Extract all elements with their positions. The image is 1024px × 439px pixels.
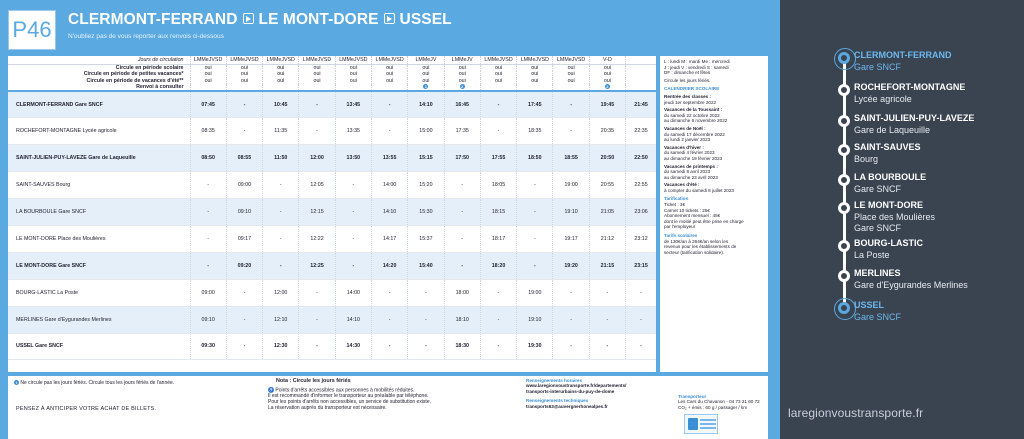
departure-time: - — [626, 306, 656, 333]
ref-icon[interactable]: 2 — [461, 84, 464, 89]
scolaire-title: Tarifs scolaires — [664, 233, 698, 239]
scolaire-line: revenus pour les établissements de — [664, 244, 737, 250]
departure-time: 13:35 — [335, 118, 371, 145]
departure-time: - — [589, 333, 625, 360]
departure-time: - — [190, 172, 226, 199]
stop-name: ROCHEFORT-MONTAGNE Lycée agricole — [8, 118, 190, 145]
period-value: oui — [408, 78, 444, 85]
route-title — [68, 11, 452, 29]
stop-dot-icon — [838, 84, 850, 96]
departure-time: - — [263, 225, 299, 252]
arrow-right-icon — [384, 13, 395, 24]
period-value: oui — [299, 64, 335, 71]
period-value: oui — [263, 71, 299, 78]
stop-dot-icon — [838, 52, 850, 64]
stop-name: CLERMONT-FERRAND Gare SNCF — [8, 91, 190, 118]
info-icon: i — [15, 380, 18, 385]
departure-time: 23:12 — [626, 225, 656, 252]
departure-time: 21:15 — [589, 252, 625, 279]
departure-time: 12:05 — [299, 172, 335, 199]
departure-time: 21:45 — [626, 91, 656, 118]
departure-time: - — [553, 118, 589, 145]
table-row — [8, 252, 656, 279]
departure-time: - — [226, 91, 262, 118]
departure-time: 14:10 — [371, 199, 407, 226]
departure-time: - — [299, 279, 335, 306]
line-stop-place: Place des Moulières — [854, 212, 936, 222]
period-value: oui — [589, 64, 625, 71]
period-value: oui — [553, 71, 589, 78]
departure-time: 22:55 — [626, 172, 656, 199]
route-destination: USSEL — [399, 11, 452, 28]
departure-time: 09:10 — [226, 199, 262, 226]
departure-time: 22:35 — [626, 118, 656, 145]
departure-time: 12:10 — [263, 306, 299, 333]
period-value: oui — [299, 78, 335, 85]
departure-time: 13:50 — [335, 145, 371, 172]
day-code: V-D — [589, 56, 625, 64]
day-code: LMMeJVSD — [263, 56, 299, 64]
period-value: oui — [589, 78, 625, 85]
departure-time: 23:15 — [626, 252, 656, 279]
header — [0, 0, 768, 56]
table-row — [8, 279, 656, 306]
period-value: oui — [263, 64, 299, 71]
departure-time: 10:45 — [263, 91, 299, 118]
departure-time: - — [553, 333, 589, 360]
departure-time: 20:35 — [589, 118, 625, 145]
departure-time: 19:30 — [517, 333, 553, 360]
departure-time: 23:06 — [626, 199, 656, 226]
carrier-info: Transporteur Les Cars du Chavanon - 04 73 21 60 72 CO₂ + émis : 60 g / passager / km — [678, 394, 760, 410]
period-value: oui — [517, 71, 553, 78]
departure-time: 15:40 — [408, 252, 444, 279]
departure-time: 09:10 — [190, 306, 226, 333]
calendar-item-line: du samedi 4 février 2023 — [664, 150, 715, 156]
departure-time: 13:55 — [371, 145, 407, 172]
stop-name: SAINT-JULIEN-PUY-LAVEZE Gare de Laqueuille — [8, 145, 190, 172]
departure-time: 15:30 — [408, 199, 444, 226]
departure-time: - — [226, 306, 262, 333]
departure-time: - — [335, 252, 371, 279]
departure-time: - — [299, 91, 335, 118]
departure-time: - — [444, 252, 480, 279]
wheelchair-icon: ♿ — [268, 387, 274, 392]
departure-time: 11:35 — [263, 118, 299, 145]
line-stop-name: SAINT-SAUVES — [854, 142, 921, 152]
departure-time: 14:00 — [335, 279, 371, 306]
line-stop-name: SAINT-JULIEN-PUY-LAVEZE — [854, 113, 975, 123]
period-value: oui — [335, 71, 371, 78]
ref-label: Renvoi à consulter — [8, 84, 190, 91]
ref-icon[interactable]: 2 — [606, 84, 609, 89]
departure-time: 12:22 — [299, 225, 335, 252]
stop-name: LE MONT-DORE Gare SNCF — [8, 252, 190, 279]
table-row — [8, 199, 656, 226]
period-value: oui — [226, 78, 262, 85]
departure-time: - — [335, 225, 371, 252]
departure-time: - — [553, 91, 589, 118]
line-stop-place: Gare d'Eygurandes Merlines — [854, 280, 968, 290]
period-value: oui — [190, 64, 226, 71]
departure-time: 12:00 — [263, 279, 299, 306]
departure-time: 22:50 — [626, 145, 656, 172]
calendar-title: CALENDRIER SCOLAIRE — [664, 86, 720, 92]
departure-time: - — [226, 333, 262, 360]
footer — [8, 376, 768, 439]
period-value: oui — [589, 71, 625, 78]
departure-time: 16:45 — [444, 91, 480, 118]
calendar-item-title: Vacances de printemps : — [664, 163, 718, 169]
stop-name: USSEL Gare SNCF — [8, 333, 190, 360]
departure-time: - — [371, 306, 407, 333]
departure-time: - — [589, 279, 625, 306]
day-code: LMMeJVSD — [335, 56, 371, 64]
stop-name: LE MONT-DORE Place des Moulières — [8, 225, 190, 252]
departure-time: 14:10 — [408, 91, 444, 118]
departure-time: 15:00 — [408, 118, 444, 145]
period-value: oui — [444, 78, 480, 85]
timetable-grid — [8, 56, 656, 360]
departure-time: 09:17 — [226, 225, 262, 252]
departure-time: - — [444, 225, 480, 252]
departure-time: - — [190, 225, 226, 252]
period-value: oui — [444, 64, 480, 71]
tarif-title: Tarification — [664, 196, 689, 202]
day-code: LMMeJVSD — [371, 56, 407, 64]
departure-time: 14:00 — [371, 172, 407, 199]
line-stop-place: Bourg — [854, 154, 879, 164]
departure-time: 18:15 — [480, 199, 516, 226]
line-stop-name: USSEL — [854, 300, 885, 310]
calendar-item-line: du samedi 8 avril 2023 — [664, 169, 711, 175]
departure-time: - — [190, 199, 226, 226]
departure-time: 19:00 — [517, 279, 553, 306]
departure-time: - — [226, 279, 262, 306]
period-value: oui — [444, 71, 480, 78]
stop-name: MERLINES Gare d'Eygurandes Merlines — [8, 306, 190, 333]
departure-time: - — [371, 118, 407, 145]
anticipate-note: PENSEZ À ANTICIPER VOTRE ACHAT DE BILLETS. — [16, 406, 157, 412]
calendar-item-title: Vacances de la Toussaint : — [664, 107, 723, 113]
days-legend-line: L : lundi M : mardi Me : mercredi — [664, 59, 730, 64]
departure-time: - — [263, 252, 299, 279]
line-stop-place: Lycée agricole — [854, 94, 912, 104]
departure-time: 09:00 — [226, 172, 262, 199]
departure-time: 14:20 — [371, 252, 407, 279]
departure-time: - — [371, 91, 407, 118]
departure-time: 08:55 — [226, 145, 262, 172]
departure-time: 18:17 — [480, 225, 516, 252]
line-stop-place: Gare de Laqueuille — [854, 125, 931, 135]
line-stop-place: Gare SNCF — [854, 62, 902, 72]
departure-time: 12:25 — [299, 252, 335, 279]
stop-name: SAINT-SAUVES Bourg — [8, 172, 190, 199]
line-stop-name: CLERMONT-FERRAND — [854, 50, 952, 60]
stop-dot-icon — [838, 202, 850, 214]
days-legend-line: DF : dimanche et fêtes — [664, 70, 711, 76]
departure-time: - — [589, 306, 625, 333]
departure-time: - — [371, 333, 407, 360]
tarif-line: dont le moitié peut être prise en charge — [664, 218, 744, 224]
period-value: oui — [335, 64, 371, 71]
departure-time: - — [263, 172, 299, 199]
departure-time: 08:35 — [190, 118, 226, 145]
period-value: oui — [408, 71, 444, 78]
tarif-line: Abonnement mensuel : 45€ — [664, 213, 721, 219]
calendar-item-title: Rentrée des classes : — [664, 93, 711, 99]
departure-time: - — [335, 172, 371, 199]
departure-time: - — [480, 306, 516, 333]
departure-time: - — [480, 279, 516, 306]
departure-time: - — [190, 252, 226, 279]
departure-time: 19:45 — [589, 91, 625, 118]
period-value: oui — [371, 64, 407, 71]
departure-time: 14:10 — [335, 306, 371, 333]
departure-time: 14:17 — [371, 225, 407, 252]
line-stop-name: MERLINES — [854, 268, 901, 278]
brand-url[interactable]: laregionvoustransporte.fr — [788, 406, 924, 420]
stop-dot-icon — [838, 270, 850, 282]
departure-time: 19:00 — [553, 172, 589, 199]
calendar-item-line: au dimanche 6 novembre 2022 — [664, 118, 728, 124]
line-stop-place: Gare SNCF — [854, 184, 902, 194]
departure-time: - — [517, 252, 553, 279]
calendar-item-title: Vacances d'été : — [664, 182, 700, 188]
calendar-item-title: Vacances d'hiver : — [664, 144, 704, 150]
calendar-item-title: Vacances de Noël : — [664, 125, 706, 131]
calendar-item-line: au lundi 2 janvier 2023 — [664, 137, 711, 143]
departure-time: 17:50 — [444, 145, 480, 172]
departure-time: - — [517, 199, 553, 226]
period-value: oui — [517, 78, 553, 85]
line-stop-name: ROCHEFORT-MONTAGNE — [854, 82, 966, 92]
table-row — [8, 225, 656, 252]
stop-dot-icon — [838, 115, 850, 127]
departure-time: 19:10 — [517, 306, 553, 333]
tarif-line: Carnet 10 tickets : 25€ — [664, 207, 710, 213]
departure-time: - — [226, 118, 262, 145]
page-label: P46 — [8, 10, 56, 50]
departure-time: 11:50 — [263, 145, 299, 172]
days-label: Jours de circulation — [8, 56, 190, 64]
period-value: oui — [480, 64, 516, 71]
departure-time: 08:50 — [190, 145, 226, 172]
departure-time: 09:30 — [190, 333, 226, 360]
scolaire-line: secteur (tarification solidaire). — [664, 249, 724, 255]
departure-time: 21:12 — [589, 225, 625, 252]
line-stop-name: LA BOURBOULE — [854, 172, 927, 182]
day-code: LMMeJVSD — [226, 56, 262, 64]
stop-name: LA BOURBOULE Gare SNCF — [8, 199, 190, 226]
period-value: oui — [226, 64, 262, 71]
day-code: LMMeJVSD — [517, 56, 553, 64]
departure-time: 12:30 — [263, 333, 299, 360]
departure-time: 09:20 — [226, 252, 262, 279]
line-stop-place: La Poste — [854, 250, 890, 260]
departure-time: - — [553, 279, 589, 306]
day-code: LMMeJVSD — [480, 56, 516, 64]
departure-time: - — [335, 199, 371, 226]
table-row — [8, 172, 656, 199]
departure-time: 19:10 — [553, 199, 589, 226]
contact-link[interactable]: www.laregionvoustransporte.fr/departements/ — [526, 383, 627, 389]
departure-time: - — [444, 199, 480, 226]
period-value: oui — [190, 71, 226, 78]
days-legend-line: J : jeudi V : vendredi S : samedi — [664, 64, 729, 70]
footer-legend: i Ne circule pas les jours fériés. Circule tous les jours fériés de l'année. — [15, 380, 175, 386]
period-value: oui — [335, 78, 371, 85]
period-value: oui — [408, 64, 444, 71]
stop-name: BOURG-LASTIC La Poste — [8, 279, 190, 306]
period-value: oui — [371, 71, 407, 78]
departure-time: 13:45 — [335, 91, 371, 118]
departure-time: - — [553, 306, 589, 333]
departure-time: - — [371, 279, 407, 306]
contact-info: Renseignements horaires www.laregionvoustransporte.fr/departements/ transports-interurbains-du-puy-de-dome Renseignements techniques transports63@auvergnerhonealpes.fr — [526, 378, 666, 409]
closed-note: Circule les jours fériés. — [664, 77, 711, 83]
departure-time: 17:35 — [444, 118, 480, 145]
line-stop-place: Gare SNCF — [854, 223, 902, 233]
period-value: oui — [480, 71, 516, 78]
period-value: oui — [299, 71, 335, 78]
period-value: oui — [517, 64, 553, 71]
accessibility-note: Nota : Circule les jours fériés ♿ Points d'arrêts accessibles aux personnes à mobilités réduites. Il est recommandé d'informer le transporteur au préalable par téléphone. Pour les points d'arrêts non accessibles, un service de substitution existe. La réservation auprès du transporteur est nécessaire. — [268, 378, 518, 411]
calendar-item-line: du samedi 22 octobre 2022 — [664, 112, 720, 118]
departure-time: 18:20 — [480, 252, 516, 279]
departure-time: - — [299, 306, 335, 333]
departure-time: 18:00 — [444, 279, 480, 306]
table-row — [8, 145, 656, 172]
period-value: oui — [480, 78, 516, 85]
tarif-line: par l'employeur — [664, 224, 696, 230]
route-subtitle: N'oubliez pas de vous reporter aux renvois ci-dessous — [68, 33, 224, 40]
departure-time: - — [408, 279, 444, 306]
ref-icon[interactable]: 1 — [424, 84, 428, 89]
departure-time: 14:30 — [335, 333, 371, 360]
departure-time: 19:17 — [553, 225, 589, 252]
timetable — [8, 56, 656, 372]
departure-time: 20:55 — [589, 172, 625, 199]
days-row — [8, 56, 656, 64]
period-value: oui — [263, 78, 299, 85]
line-stop-name: LE MONT-DORE — [854, 200, 923, 210]
table-row — [8, 91, 656, 118]
departure-time: 12:00 — [299, 145, 335, 172]
departure-time: 21:05 — [589, 199, 625, 226]
note-title: Nota : Circule les jours fériés — [276, 378, 351, 384]
departure-time: - — [408, 306, 444, 333]
table-row — [8, 118, 656, 145]
departure-time: 20:50 — [589, 145, 625, 172]
calendar-item-line: au dimanche 19 février 2023 — [664, 155, 723, 161]
ref-row — [8, 84, 656, 91]
period-label: Circule en période scolaire — [115, 64, 184, 71]
stop-dot-icon — [838, 302, 850, 314]
line-stop-place: Gare SNCF — [854, 312, 902, 322]
region-logo — [684, 414, 718, 434]
departure-time: - — [626, 333, 656, 360]
route-origin: CLERMONT-FERRAND — [68, 11, 238, 28]
departure-time: 17:45 — [517, 91, 553, 118]
departure-time: - — [626, 279, 656, 306]
departure-time: - — [299, 118, 335, 145]
departure-time: 12:15 — [299, 199, 335, 226]
departure-time: - — [480, 118, 516, 145]
table-row — [8, 306, 656, 333]
departure-time: 19:20 — [553, 252, 589, 279]
calendar-item-line: du samedi 17 décembre 2022 — [664, 131, 725, 137]
departure-time: - — [517, 172, 553, 199]
contact-email[interactable]: transports63@auvergnerhonealpes.fr — [526, 403, 608, 409]
day-code: LMMeJVSD — [553, 56, 589, 64]
departure-time: - — [299, 333, 335, 360]
info-panel — [660, 56, 768, 372]
calendar-item-line: au dimanche 23 avril 2023 — [664, 174, 718, 180]
departure-time: 15:37 — [408, 225, 444, 252]
departure-time: 15:20 — [408, 172, 444, 199]
arrow-right-icon — [243, 13, 254, 24]
period-value: oui — [226, 71, 262, 78]
day-code: LMMeJVSD — [190, 56, 226, 64]
departure-time: 18:55 — [553, 145, 589, 172]
departure-time: 18:05 — [480, 172, 516, 199]
stop-dot-icon — [838, 144, 850, 156]
table-row — [8, 333, 656, 360]
departure-time: - — [480, 333, 516, 360]
day-code: LMMeJVSD — [299, 56, 335, 64]
departure-time: 09:00 — [190, 279, 226, 306]
line-stop-name: BOURG-LASTIC — [854, 238, 923, 248]
period-label: Circule en période de petites vacances* — [83, 71, 184, 77]
scolaire-line: de 130€/an à 264€/an selon les — [664, 238, 729, 244]
departure-time: 07:45 — [190, 91, 226, 118]
period-value: oui — [371, 78, 407, 85]
day-code: LMMeJV — [444, 56, 480, 64]
tarif-line: Ticket : 3€ — [664, 202, 686, 208]
period-label: Circule en période de vacances d'été** — [86, 77, 184, 84]
departure-time: 18:50 — [517, 145, 553, 172]
departure-time: - — [480, 91, 516, 118]
departure-time: 18:10 — [444, 306, 480, 333]
stop-dot-icon — [838, 240, 850, 252]
departure-time: - — [444, 172, 480, 199]
calendar-item-line: jeudi 1er septembre 2022 — [664, 99, 717, 105]
period-row — [8, 64, 656, 71]
period-value: oui — [190, 78, 226, 85]
calendar-item-line: à compter du samedi 8 juillet 2023 — [664, 187, 734, 193]
departure-time: 18:35 — [517, 118, 553, 145]
period-value — [626, 64, 656, 71]
day-code: LMMeJV — [408, 56, 444, 64]
route-via: LE MONT-DORE — [258, 11, 379, 28]
period-value: oui — [553, 78, 589, 85]
departure-time: 15:15 — [408, 145, 444, 172]
departure-time: - — [517, 225, 553, 252]
period-value: oui — [553, 64, 589, 71]
departure-time: - — [408, 333, 444, 360]
departure-time: 18:30 — [444, 333, 480, 360]
departure-time: 17:55 — [480, 145, 516, 172]
departure-time: - — [263, 199, 299, 226]
stop-dot-icon — [838, 174, 850, 186]
